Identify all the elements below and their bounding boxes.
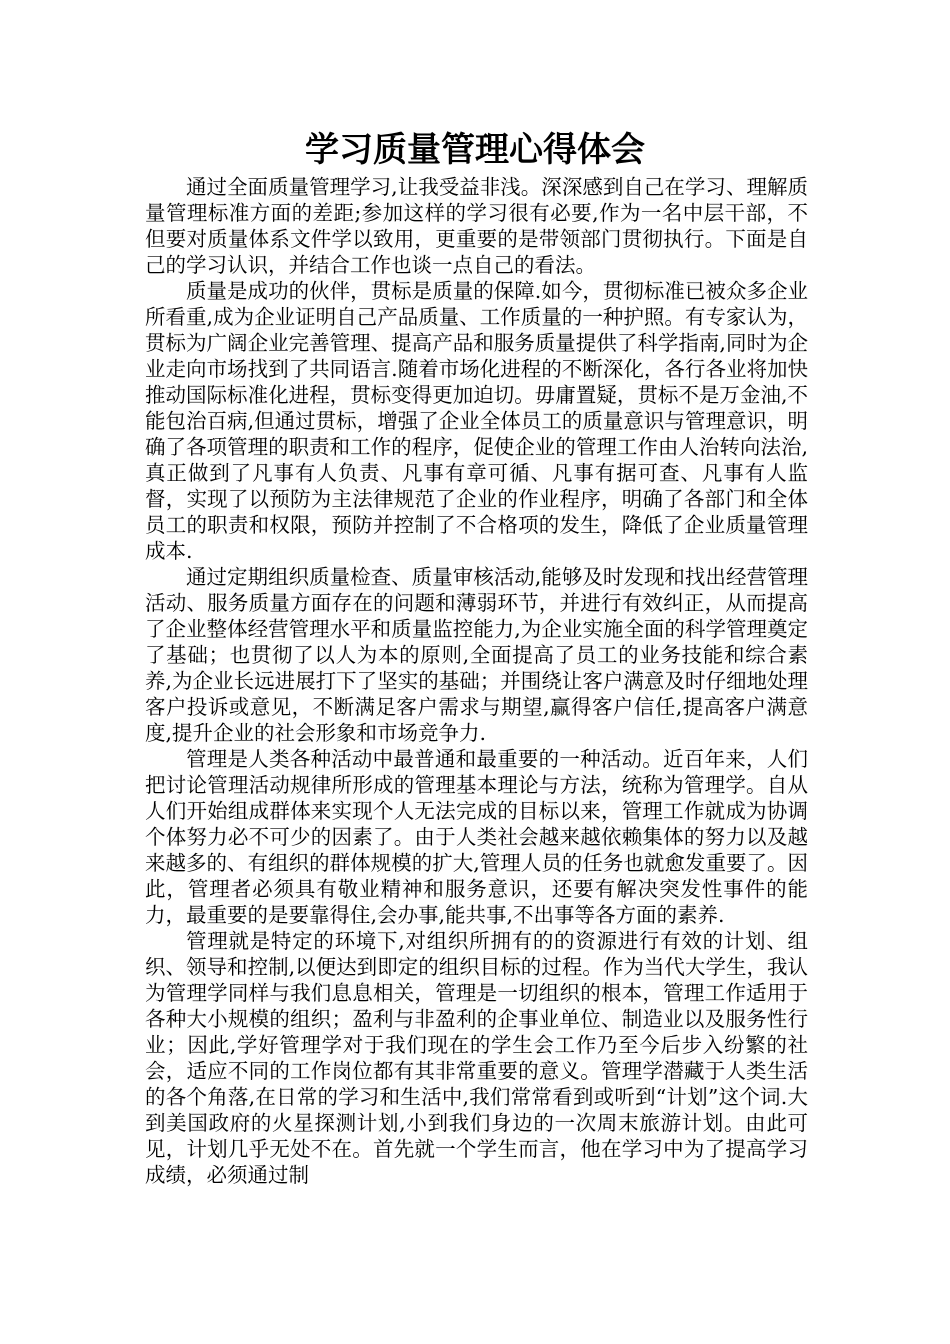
paragraph-4: 管理是人类各种活动中最普通和最重要的一种活动。近百年来，人们把讨论管理活动规律所形成的管理基本理论与方法，统称为管理学。自从人们开始组成群体来实现个人无法完成的目标以来，管理工作就成为协调个体努力必不可少的因素了。由于人类社会越来越依赖集体的努力以及越来越多的、有组织的群体规模的扩大,管理人员的任务也就愈发重要了。因此，管理者必须具有敬业精神和服务意识，还要有解决突发性事件的能力，最重要的是要靠得住,会办事,能共事,不出事等各方面的素养. bbox=[145, 747, 808, 927]
paragraph-3: 通过定期组织质量检查、质量审核活动,能够及时发现和找出经营管理活动、服务质量方面存在的问题和薄弱环节，并进行有效纠正，从而提高了企业整体经营管理水平和质量监控能力,为企业实施全面的科学管理奠定了基础；也贯彻了以人为本的原则,全面提高了员工的业务技能和综合素养,为企业长远进展打下了坚实的基础；并围绕让客户满意及时仔细地处理客户投诉或意见，不断满足客户需求与期望,赢得客户信任,提高客户满意度,提升企业的社会形象和市场竞争力. bbox=[145, 565, 808, 745]
paragraph-2: 质量是成功的伙伴，贯标是质量的保障.如今，贯彻标准已被众多企业所看重,成为企业证明自己产品质量、工作质量的一种护照。有专家认为，贯标为广阔企业完善管理、提高产品和服务质量提供了科学指南,同时为企业走向市场找到了共同语言.随着市场化进程的不断深化，各行各业将加快推动国际标准化进程，贯标变得更加迫切。毋庸置疑，贯标不是万金油,不能包治百病,但通过贯标，增强了企业全体员工的质量意识与管理意识，明确了各项管理的职责和工作的程序，促使企业的管理工作由人治转向法治,真正做到了凡事有人负责、凡事有章可循、凡事有据可查、凡事有人监督，实现了以预防为主法律规范了企业的作业程序，明确了各部门和全体员工的职责和权限，预防并控制了不合格项的发生，降低了企业质量管理成本. bbox=[145, 279, 808, 563]
paragraph-1: 通过全面质量管理学习,让我受益非浅。深深感到自己在学习、理解质量管理标准方面的差距;参加这样的学习很有必要,作为一名中层干部，不但要对质量体系文件学以致用，更重要的是带领部门贯彻执行。下面是自己的学习认识，并结合工作也谈一点自己的看法。 bbox=[145, 175, 808, 277]
paragraph-5: 管理就是特定的环境下,对组织所拥有的的资源进行有效的计划、组织、领导和控制,以便达到即定的组织目标的过程。作为当代大学生，我认为管理学同样与我们息息相关，管理是一切组织的根本，管理工作适用于各种大小规模的组织；盈利与非盈利的企事业单位、制造业以及服务性行业；因此,学好管理学对于我们现在的学生会工作乃至今后步入纷繁的社会，适应不同的工作岗位都有其非常重要的意义。管理学潜藏于人类生活的各个角落,在日常的学习和生活中,我们常常看到或听到“计划”这个词.大到美国政府的火星探测计划,小到我们身边的一次周末旅游计划。由此可见，计划几乎无处不在。首先就一个学生而言，他在学习中为了提高学习成绩，必须通过制 bbox=[145, 929, 808, 1187]
document-title: 学习质量管理心得体会 bbox=[305, 130, 645, 170]
document-body bbox=[145, 174, 808, 1188]
